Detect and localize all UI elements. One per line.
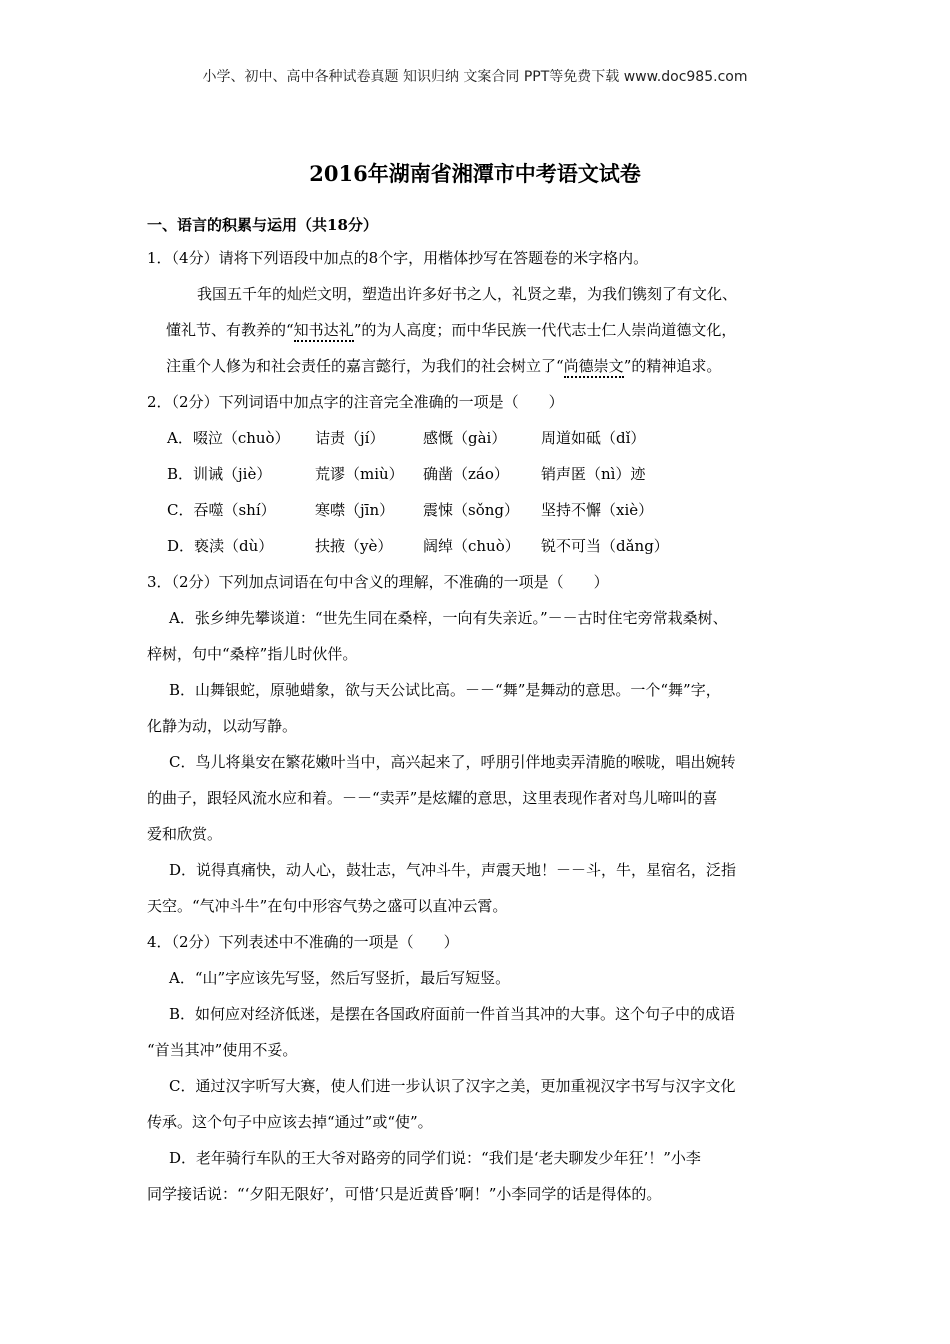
text-segment: ”的为人高度；而中华民族一代代志士仁人崇尚道德文化， xyxy=(353,321,737,339)
question-stem: 2．（2分）下列词语中加点字的注音完全准确的一项是（ ） xyxy=(147,393,564,411)
option-word: 寒噤（jīn） xyxy=(315,501,395,519)
question-3 xyxy=(147,564,807,924)
exam-body xyxy=(147,210,807,1212)
option-word: 销声匿（nì）迹 xyxy=(541,465,646,483)
option-d-cont: 同学接话说：“‘夕阳无限好’，可惜‘只是近黄昏’啊！”小李同学的话是得体的。 xyxy=(147,1185,662,1203)
passage-line xyxy=(147,348,807,384)
option-word: 震悚（sǒng） xyxy=(423,501,519,519)
option-word: 荒谬（miù） xyxy=(315,465,404,483)
passage-line: 我国五千年的灿烂文明，塑造出许多好书之人，礼贤之辈，为我们镌刻了有文化、 xyxy=(197,285,738,303)
option-b: B．如何应对经济低迷，是摆在各国政府面前一件首当其冲的大事。这个句子中的成语 xyxy=(169,1005,736,1023)
question-2 xyxy=(147,384,807,564)
option-row-c xyxy=(147,492,807,528)
option-a: A．张乡绅先攀谈道：“世先生同在桑梓，一向有失亲近。”－－古时住宅旁常栽桑树、 xyxy=(169,609,728,627)
option-a: A．“山”字应该先写竖，然后写竖折，最后写短竖。 xyxy=(169,969,511,987)
option-row-a xyxy=(147,420,807,456)
option-b-cont: 化静为动，以动写静。 xyxy=(147,717,298,735)
section-heading: 一、语言的积累与运用（共18分） xyxy=(147,216,378,234)
text-segment: ”的精神追求。 xyxy=(623,357,722,375)
option-d-cont: 天空。“气冲斗牛”在句中形容气势之盛可以直冲云霄。 xyxy=(147,897,508,915)
option-word: D．亵渎（dù） xyxy=(167,537,274,555)
option-word: 确凿（záo） xyxy=(423,465,509,483)
dotted-phrase: 尚德崇文 xyxy=(564,357,624,378)
option-word: 感慨（gài） xyxy=(423,429,507,447)
option-word: 诘责（jí） xyxy=(315,429,385,447)
option-word: 扶掖（yè） xyxy=(315,537,393,555)
question-4 xyxy=(147,924,807,1212)
question-stem: 3．（2分）下列加点词语在句中含义的理解，不准确的一项是（ ） xyxy=(147,573,609,591)
question-stem: 1．（4分）请将下列语段中加点的8个字，用楷体抄写在答题卷的米字格内。 xyxy=(147,249,649,267)
option-word: A．啜泣（chuò） xyxy=(167,429,290,447)
dotted-phrase: 知书达礼 xyxy=(294,321,354,342)
option-word: 阔绰（chuò） xyxy=(423,537,520,555)
exam-title: 2016年湖南省湘潭市中考语文试卷 xyxy=(309,161,641,186)
option-row-b xyxy=(147,456,807,492)
passage-line xyxy=(147,312,807,348)
text-segment: 注重个人修为和社会责任的嘉言懿行，为我们的社会树立了“ xyxy=(166,357,564,375)
option-d: D．说得真痛快，动人心，鼓壮志，气冲斗牛，声震天地！－－斗，牛，星宿名，泛指 xyxy=(169,861,737,879)
page-header-banner: 小学、初中、高中各种试卷真题 知识归纳 文案合同 PPT等免费下载 www.doc985.com xyxy=(202,69,748,85)
option-c: C．鸟儿将巢安在繁花嫩叶当中，高兴起来了，呼朋引伴地卖弄清脆的喉咙，唱出婉转 xyxy=(169,753,736,771)
option-b-cont: “首当其冲”使用不妥。 xyxy=(147,1041,298,1059)
question-stem: 4．（2分）下列表述中不准确的一项是（ ） xyxy=(147,933,459,951)
option-row-d xyxy=(147,528,807,564)
option-c: C．通过汉字听写大赛，使人们进一步认识了汉字之美，更加重视汉字书写与汉字文化 xyxy=(169,1077,736,1095)
option-word: C．吞噬（shí） xyxy=(167,501,276,519)
option-word: 坚持不懈（xiè） xyxy=(541,501,654,519)
option-c-cont: 的曲子，跟轻风流水应和着。－－“卖弄”是炫耀的意思，这里表现作者对鸟儿啼叫的喜 xyxy=(147,789,718,807)
option-word: B．训诫（jiè） xyxy=(167,465,272,483)
option-c-cont: 爱和欣赏。 xyxy=(147,825,223,843)
option-word: 周道如砥（dǐ） xyxy=(541,429,646,447)
option-c-cont: 传承。这个句子中应该去掉“通过”或“使”。 xyxy=(147,1113,433,1131)
option-a-cont: 梓树，句中“桑梓”指儿时伙伴。 xyxy=(147,645,358,663)
option-b: B．山舞银蛇，原驰蜡象，欲与天公试比高。－－“舞”是舞动的意思。一个“舞”字， xyxy=(169,681,721,699)
question-1 xyxy=(147,240,807,384)
option-word: 锐不可当（dǎng） xyxy=(541,537,669,555)
option-d: D．老年骑行车队的王大爷对路旁的同学们说：“我们是‘老夫聊发少年狂’！”小李 xyxy=(169,1149,701,1167)
text-segment: 懂礼节、有教养的“ xyxy=(166,321,294,339)
